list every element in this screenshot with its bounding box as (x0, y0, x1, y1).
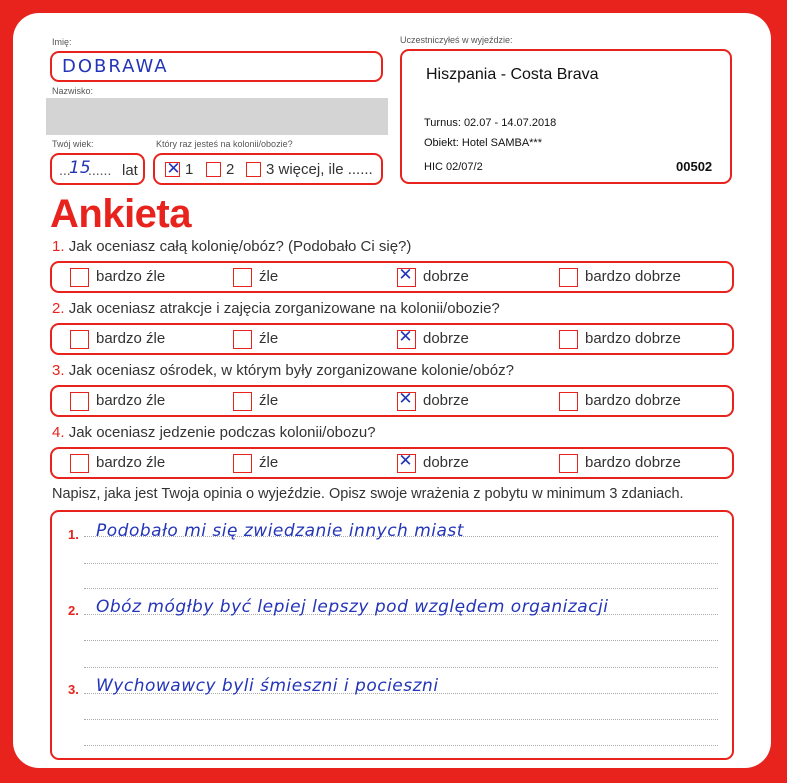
trip-info-box (400, 49, 732, 184)
trip-code: HIC 02/07/2 (424, 161, 483, 173)
rating-option-label: dobrze (423, 330, 469, 347)
age-dots-prefix: ... (59, 162, 71, 178)
which-time-label: Który raz jesteś na kolonii/obozie? (156, 139, 293, 149)
rating-option-label: bardzo źle (96, 454, 166, 471)
age-label: Twój wiek: (52, 139, 94, 149)
age-dots-suffix: ...... (88, 162, 112, 178)
age-value: 15 (69, 158, 91, 178)
writing-line (84, 719, 718, 720)
question-4 (52, 424, 376, 441)
rating-checkbox-4-2[interactable] (233, 454, 252, 473)
surname-label: Nazwisko: (52, 86, 94, 96)
writing-line (84, 588, 718, 589)
rating-checkbox-1-2[interactable] (233, 268, 252, 287)
name-field[interactable] (50, 51, 383, 82)
writing-line (84, 640, 718, 641)
rating-option-label: bardzo dobrze (585, 454, 681, 471)
opinion-number: 1. (68, 527, 79, 542)
rating-option-label: źle (259, 330, 279, 347)
trip-number: 00502 (676, 159, 713, 174)
rating-option-label: dobrze (423, 392, 469, 409)
which-time-checkbox-1[interactable] (165, 162, 180, 177)
survey-title: Ankieta (50, 192, 191, 236)
question-3 (52, 362, 514, 379)
opinion-answer-1[interactable]: Podobało mi się zwiedzanie innych miast (96, 521, 464, 541)
which-time-option-1: 1 (185, 161, 194, 178)
rating-checkbox-3-2[interactable] (233, 392, 252, 411)
question-number: 4. (52, 424, 65, 441)
which-time-field (153, 153, 383, 185)
age-field[interactable] (50, 153, 145, 185)
question-text: Jak oceniasz całą kolonię/obóz? (Podobało Ci się?) (68, 238, 412, 255)
trip-destination: Hiszpania - Costa Brava (426, 66, 599, 83)
opinion-answer-3[interactable]: Wychowawcy byli śmieszni i pocieszni (96, 676, 439, 696)
question-text: Jak oceniasz jedzenie podczas kolonii/obozu? (68, 424, 376, 441)
rating-checkbox-2-3[interactable] (397, 330, 416, 349)
which-time-checkbox-3[interactable] (246, 162, 261, 177)
rating-checkbox-1-4[interactable] (559, 268, 578, 287)
rating-checkbox-2-2[interactable] (233, 330, 252, 349)
rating-option-label: źle (259, 392, 279, 409)
rating-checkbox-2-1[interactable] (70, 330, 89, 349)
question-1 (52, 238, 411, 255)
writing-line (84, 745, 718, 746)
opinion-answer-2[interactable]: Obóz mógłby być lepiej lepszy pod względem organizacji (96, 597, 609, 617)
opinion-number: 3. (68, 682, 79, 697)
which-time-option-2: 2 (226, 161, 235, 178)
question-2 (52, 300, 500, 317)
rating-checkbox-3-1[interactable] (70, 392, 89, 411)
opinion-number: 2. (68, 603, 79, 618)
rating-checkbox-4-4[interactable] (559, 454, 578, 473)
rating-checkbox-4-3[interactable] (397, 454, 416, 473)
rating-option-label: bardzo dobrze (585, 330, 681, 347)
rating-option-label: bardzo dobrze (585, 268, 681, 285)
rating-checkbox-1-3[interactable] (397, 268, 416, 287)
question-number: 2. (52, 300, 65, 317)
rating-option-label: dobrze (423, 268, 469, 285)
trip-object: Obiekt: Hotel SAMBA*** (424, 137, 542, 149)
rating-checkbox-4-1[interactable] (70, 454, 89, 473)
which-time-option-3: 3 więcej, ile ...... (266, 161, 373, 178)
writing-line (84, 667, 718, 668)
rating-option-label: dobrze (423, 454, 469, 471)
question-text: Jak oceniasz atrakcje i zajęcia zorganizowane na kolonii/obozie? (68, 300, 500, 317)
name-value: DOBRAWA (62, 56, 169, 77)
question-text: Jak oceniasz ośrodek, w którym były zorganizowane kolonie/obóz? (68, 362, 514, 379)
rating-option-label: źle (259, 454, 279, 471)
question-number: 1. (52, 238, 65, 255)
rating-option-label: bardzo źle (96, 392, 166, 409)
rating-checkbox-3-3[interactable] (397, 392, 416, 411)
opinion-box (50, 510, 734, 760)
rating-checkbox-1-1[interactable] (70, 268, 89, 287)
rating-option-label: bardzo dobrze (585, 392, 681, 409)
rating-checkbox-2-4[interactable] (559, 330, 578, 349)
opinion-prompt: Napisz, jaka jest Twoja opinia o wyjeździe. Opisz swoje wrażenia z pobytu w minimum 3 zdaniach. (52, 486, 684, 502)
writing-line (84, 563, 718, 564)
trip-label: Uczestniczyłeś w wyjeździe: (400, 35, 513, 45)
which-time-checkbox-2[interactable] (206, 162, 221, 177)
trip-turnus: Turnus: 02.07 - 14.07.2018 (424, 117, 557, 129)
rating-checkbox-3-4[interactable] (559, 392, 578, 411)
rating-option-label: źle (259, 268, 279, 285)
rating-option-label: bardzo źle (96, 268, 166, 285)
question-number: 3. (52, 362, 65, 379)
rating-option-label: bardzo źle (96, 330, 166, 347)
name-label: Imię: (52, 37, 72, 47)
surname-redacted (46, 98, 388, 135)
age-unit: lat (122, 162, 138, 179)
